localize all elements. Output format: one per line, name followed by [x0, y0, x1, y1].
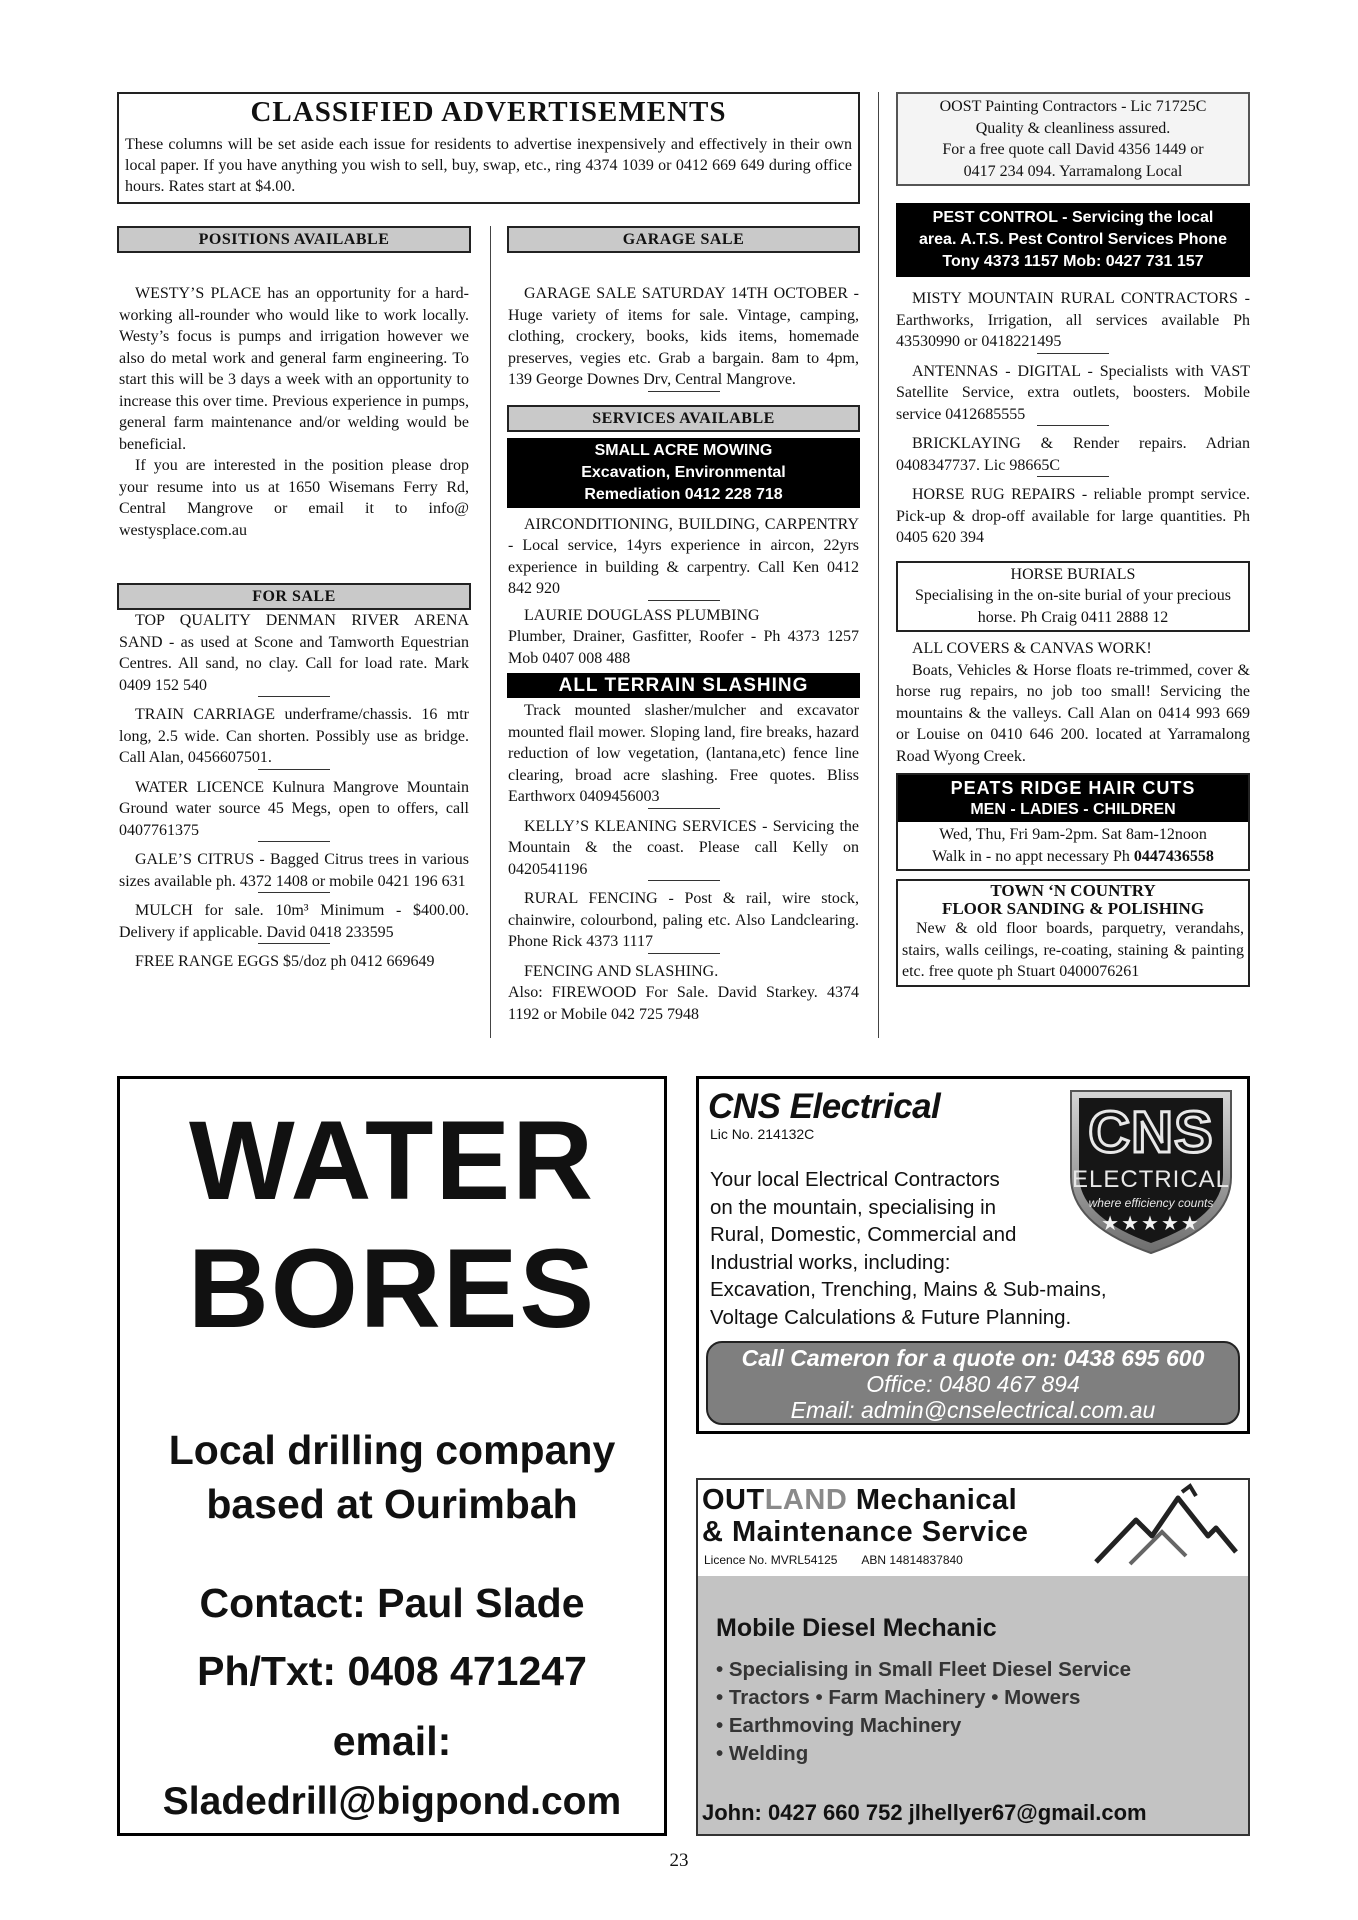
classified-header-box	[117, 92, 860, 204]
separator	[648, 953, 720, 954]
cns-electrical-ad	[696, 1076, 1250, 1434]
separator	[648, 391, 720, 392]
cns-company-name: CNS Electrical	[708, 1087, 941, 1126]
water-licence-ad: WATER LICENCE Kulnura Mangrove Mountain Ground water source 45 Megs, open to offers, call 0407761375	[119, 778, 469, 839]
water-bores-email: Sladedrill@bigpond.com	[162, 1780, 622, 1823]
water-bores-contact: Contact: Paul Slade Ph/Txt: 0408 471247 email:	[197, 1580, 587, 1764]
cns-description: Your local Electrical Contractors on the mountain, specialising in Rural, Domestic, Commercial and Industrial works, including: Excavation, Trenching, Mains & Sub-mains, Voltage Calculations & Future Planning.	[710, 1168, 1107, 1329]
column-rule	[490, 226, 491, 1038]
mountain-logo-icon	[1090, 1482, 1240, 1572]
peats-ridge-hair-ad: PEATS RIDGE HAIR CUTS MEN - LADIES - CHILDREN Wed, Thu, Fri 9am-2pm. Sat 8am-12noon Walk in - no appt necessary Ph 0447436558	[896, 773, 1250, 871]
services-heading: SERVICES AVAILABLE	[507, 405, 860, 432]
fencing-slashing-title: FENCING AND SLASHING.	[524, 962, 719, 980]
separator	[258, 943, 330, 944]
separator	[1037, 425, 1109, 426]
antennas-ad: ANTENNAS - DIGITAL - Specialists with VAST Satellite Service, extra outlets, boosters. Mobile service 0412685555	[896, 362, 1250, 423]
separator	[648, 808, 720, 809]
plumbing-details: Plumber, Drainer, Gasfitter, Roofer - Ph 4373 1257 Mob 0407 008 488	[508, 628, 859, 667]
garage-sale-ad: GARAGE SALE SATURDAY 14TH OCTOBER - Huge variety of items for sale. Vintage, camping, clothing, crockery, books, kids items, homemade preserves, vegies etc. Grab a bargain. 8am to 4pm, 139 George Downes Drv, Central Mangrove.	[508, 285, 859, 388]
cns-logo-sub: ELECTRICAL	[1071, 1166, 1231, 1193]
town-n-country-ad: TOWN ‘N COUNTRY FLOOR SANDING & POLISHING New & old floor boards, parquetry, verandahs, stairs, walls ceilings, re-coating, staining & painting etc. free quote ph Stuart 0400076261	[896, 879, 1250, 987]
separator	[258, 841, 330, 842]
cns-logo-tagline: where efficiency counts	[1088, 1196, 1214, 1210]
outland-company-name: OUTLAND Mechanical & Maintenance Service	[702, 1484, 1029, 1548]
for-sale-heading: FOR SALE	[117, 583, 471, 610]
positions-heading: POSITIONS AVAILABLE	[117, 226, 471, 253]
aircon-building-ad: AIRCONDITIONING, BUILDING, CARPENTRY - Local service, 14yrs experience in aircon, 22yrs experience in building & carpentry. Call Ken 0412 842 920	[508, 515, 859, 597]
all-terrain-slashing-title: ALL TERRAIN SLASHING	[507, 673, 860, 698]
column-1	[117, 226, 471, 973]
train-carriage-ad: TRAIN CARRIAGE underframe/chassis. 16 mtr long, 2.5 wide. Can shorten. Possibly use as bridge. Call Alan, 0456607501.	[119, 706, 469, 766]
horse-rug-repairs-ad: HORSE RUG REPAIRS - reliable prompt service. Pick-up & drop-off available for large quantities. Ph 0405 620 394	[896, 486, 1250, 546]
slashing-ad: Track mounted slasher/mulcher and excavator mounted flail mower. Sloping land, fire breaks, hazard reduction of low vegetation, (lantana,etc) fence line clearing, broad acre slashing. Free quotes. Bliss Earthworx 0409456003	[508, 702, 859, 805]
separator	[258, 769, 330, 770]
rural-fencing-ad: RURAL FENCING - Post & rail, wire stock, chainwire, colourbond, paling etc. Also Landclearing. Phone Rick 4373 1117	[508, 890, 859, 950]
cns-shield-logo	[1061, 1085, 1241, 1257]
separator	[648, 880, 720, 881]
separator	[1037, 353, 1109, 354]
garage-sale-heading: GARAGE SALE	[507, 226, 860, 253]
outland-services-list: • Specialising in Small Fleet Diesel Service • Tractors • Farm Machinery • Mowers • Earthmoving Machinery • Welding	[716, 1658, 1132, 1765]
outland-headline: Mobile Diesel Mechanic	[716, 1614, 997, 1642]
intro-text: These columns will be set aside each issue for residents to advertise inexpensively and effectively in their own local paper. If you have anything you wish to sell, buy, swap, etc., ring 4374 1039 or 0412 669 649 during office hours. Rates start at $4.00.	[125, 136, 852, 195]
water-bores-headline: WATER BORES	[187, 1098, 597, 1351]
free-range-eggs-ad: FREE RANGE EGGS $5/doz ph 0412 669649	[135, 953, 435, 970]
separator	[648, 600, 720, 601]
oost-painting-ad: OOST Painting Contractors - Lic 71725C Quality & cleanliness assured. For a free quote call David 4356 1449 or 0417 234 094. Yarramalong Local	[896, 92, 1250, 186]
separator	[1037, 476, 1109, 477]
column-3	[896, 288, 1250, 987]
bricklaying-ad: BRICKLAYING & Render repairs. Adrian 0408347737. Lic 98665C	[896, 435, 1250, 474]
mulch-ad: MULCH for sale. 10m³ Minimum - $400.00. Delivery if applicable. David 0418 233595	[119, 902, 469, 941]
column-rule	[878, 92, 879, 1038]
westys-place-apply: If you are interested in the position please drop your resume into us at 1650 Wisemans Ferry Rd, Central Mangrove or email it to info@ westysplace.com.au	[119, 457, 469, 539]
column-2	[507, 226, 860, 1025]
cns-contact-panel: Call Cameron for a quote on: 0438 695 600 Office: 0480 467 894 Email: admin@cnselectrical.com.au	[706, 1341, 1240, 1425]
plumbing-title: LAURIE DOUGLASS PLUMBING	[524, 606, 760, 624]
water-bores-tagline: Local drilling company based at Ourimbah	[168, 1427, 616, 1527]
gales-citrus-ad: GALE’S CITRUS - Bagged Citrus trees in various sizes available ph. 4372 1408 or mobile 0421 196 631	[119, 851, 469, 890]
star-rating-icon: ★★★★★	[1101, 1213, 1201, 1235]
cns-logo-text: CNS	[1088, 1100, 1214, 1165]
westys-place-ad: WESTY’S PLACE has an opportunity for a hard-working all-rounder who would like to work locally. Westy’s focus is pumps and irrigation however we also do metal work and general farm engineering. To start this will be 3 days a week with an opportunity to increase this over time. Previous experience in pumps, general farm maintenance and/or welding would be beneficial.	[119, 285, 469, 453]
firewood-ad: Also: FIREWOOD For Sale. David Starkey. 4374 1192 or Mobile 042 725 7948	[508, 984, 859, 1023]
misty-mountain-ad: MISTY MOUNTAIN RURAL CONTRACTORS - Earthworks, Irrigation, all services available Ph 43530990 or 0418221495	[896, 290, 1250, 350]
outland-mechanical-ad	[696, 1478, 1250, 1836]
page-title: CLASSIFIED ADVERTISEMENTS	[250, 96, 727, 128]
page-number: 23	[669, 1850, 689, 1871]
small-acre-mowing-ad: SMALL ACRE MOWING Excavation, Environmental Remediation 0412 228 718	[507, 438, 860, 508]
outland-contact: John: 0427 660 752 jlhellyer67@gmail.com	[702, 1800, 1147, 1825]
kellys-kleaning-ad: KELLY’S KLEANING SERVICES - Servicing the Mountain & the coast. Please call Kelly on 0420541196	[508, 817, 859, 878]
covers-ad: Boats, Vehicles & Horse floats re-trimmed, cover & horse rug repairs, no job too small! Servicing the mountains & the valleys. Call Alan on 0414 993 669 or Louise on 0410 646 200. located at Yarramalong Road Wyong Creek.	[896, 661, 1250, 765]
water-bores-ad	[117, 1076, 667, 1836]
outland-licence: Licence No. MVRL54125 ABN 14814837840	[704, 1553, 963, 1567]
arena-sand-ad: TOP QUALITY DENMAN RIVER ARENA SAND - as used at Scone and Tamworth Equestrian Centres. All sand, no clay. Call for load rate. Mark 0409 152 540	[119, 612, 469, 694]
covers-title: ALL COVERS & CANVAS WORK!	[912, 640, 1152, 657]
horse-burials-ad: HORSE BURIALS Specialising in the on-site burial of your precious horse. Ph Craig 0411 2888 12	[896, 561, 1250, 633]
separator	[258, 696, 330, 697]
cns-licence: Lic No. 214132C	[710, 1126, 815, 1142]
separator	[258, 892, 330, 893]
pest-control-ad: PEST CONTROL - Servicing the local area. A.T.S. Pest Control Services Phone Tony 4373 1157 Mob: 0427 731 157	[896, 203, 1250, 277]
